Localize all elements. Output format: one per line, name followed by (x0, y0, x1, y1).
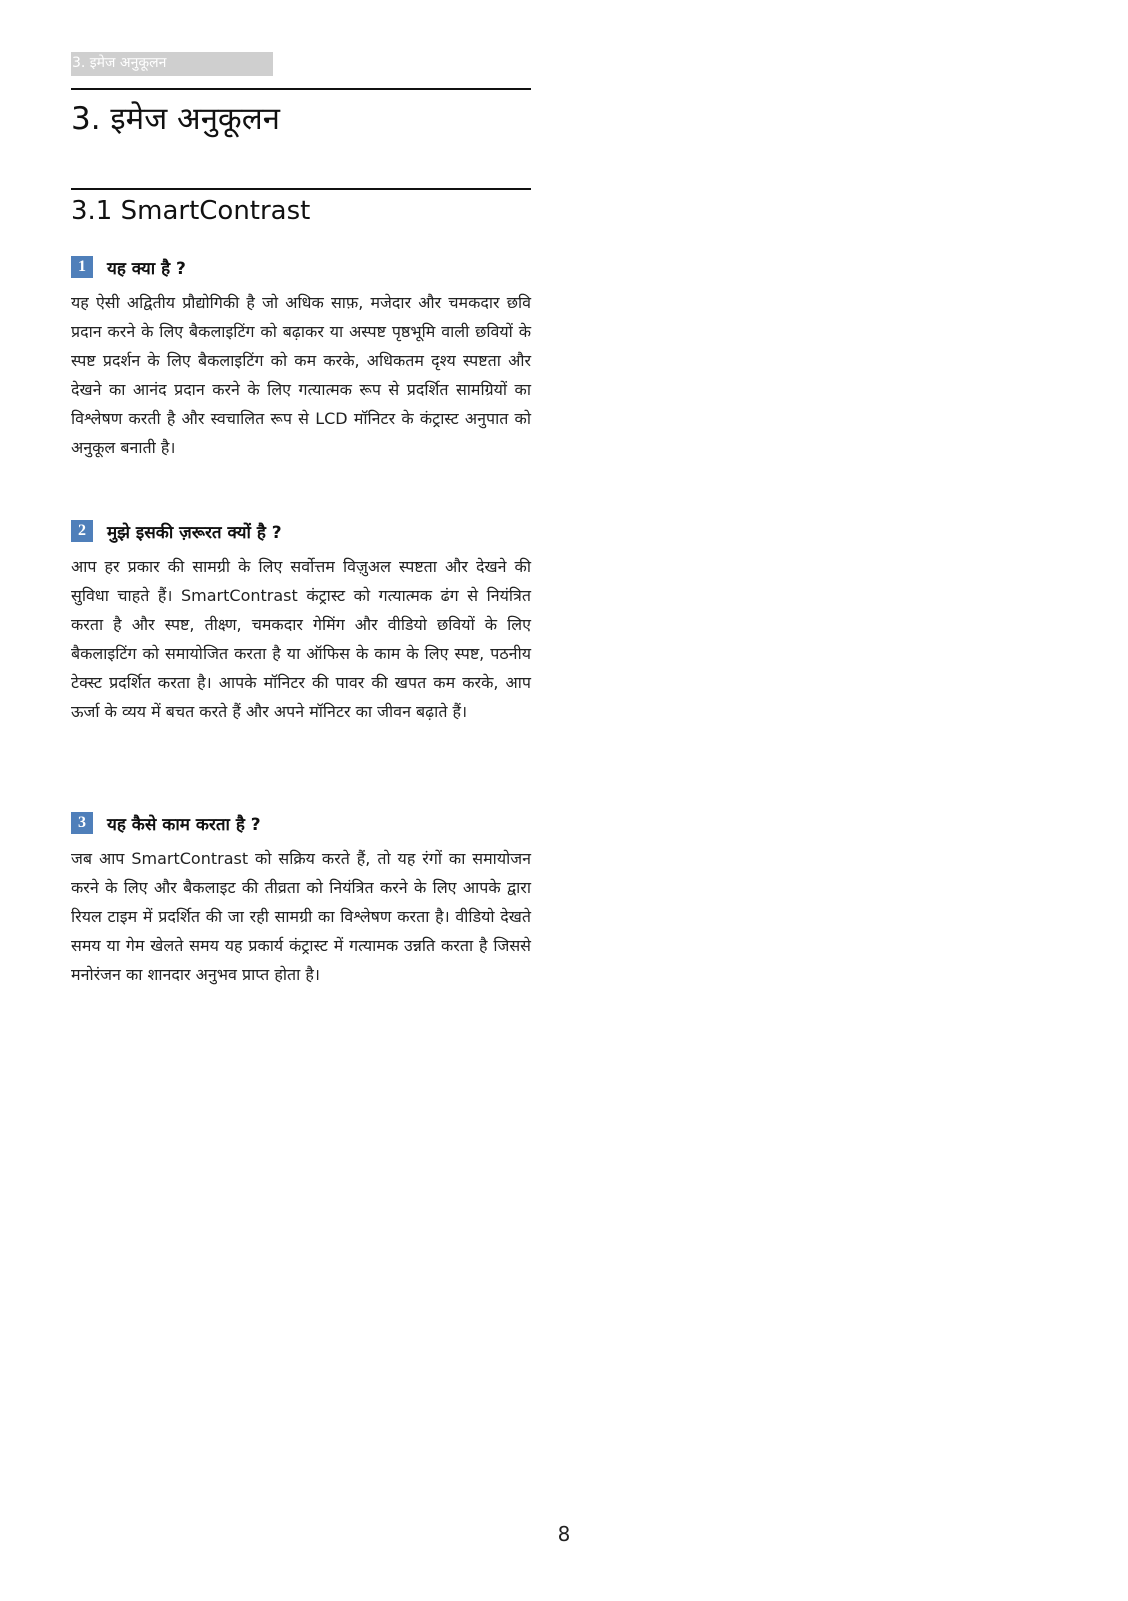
section-number-badge: 1 (71, 256, 93, 278)
chapter-rule (71, 88, 531, 90)
subsection-body: जब आप SmartContrast को सक्रिय करते हैं, तो यह रंगों का समायोजन करने के लिए और बैकलाइट की तीव्रता को नियंत्रित करने के लिए आपके द्वारा रियल टाइम में प्रदर्शित की जा रही सामग्री का विश्लेषण करता है। वीडियो देखते समय या गेम खेलते समय यह प्रकार्य कंट्रास्ट में गत्यामक उन्नति करता है जिससे मनोरंजन का शानदार अनुभव प्राप्त होता है। (71, 849, 531, 984)
section-number-badge: 3 (71, 812, 93, 834)
section-why-need-it (71, 518, 531, 726)
subsection-heading (71, 254, 531, 280)
chapter-title: 3. इमेज अनुकूलन (71, 101, 280, 137)
section-title: 3.1 SmartContrast (71, 196, 311, 226)
subsection-title: मुझे इसकी ज़रूरत क्यों है ? (107, 522, 282, 543)
page-number: 8 (557, 1522, 571, 1546)
subsection-heading (71, 810, 531, 836)
running-header: 3. इमेज अनुकूलन (71, 52, 273, 76)
subsection-heading (71, 518, 531, 544)
section-how-it-works (71, 810, 531, 989)
subsection-body: यह ऐसी अद्वितीय प्रौद्योगिकी है जो अधिक साफ़, मजेदार और चमकदार छवि प्रदान करने के लिए बैकलाइटिंग को बढ़ाकर या अस्पष्ट पृष्ठभूमि वाली छवियों के स्पष्ट प्रदर्शन के लिए बैकलाइटिंग को कम करके, अधिकतम दृश्य स्पष्टता और देखने का आनंद प्रदान करने के लिए गत्यात्मक रूप से प्रदर्शित सामग्रियों का विश्लेषण करती है और स्वचालित रूप से LCD मॉनिटर के कंट्रास्ट अनुपात को अनुकूल बनाती है। (71, 293, 531, 457)
subsection-body: आप हर प्रकार की सामग्री के लिए सर्वोत्तम विज़ुअल स्पष्टता और देखने की सुविधा चाहते हैं। SmartContrast कंट्रास्ट को गत्यात्मक ढंग से नियंत्रित करता है और स्पष्ट, तीक्ष्ण, चमकदार गेमिंग और वीडियो छवियों के लिए बैकलाइटिंग को समायोजित करता है या ऑफिस के काम के लिए स्पष्ट, पठनीय टेक्स्ट प्रदर्शित करता है। आपके मॉनिटर की पावर की खपत कम करके, आप ऊर्जा के व्यय में बचत करते हैं और अपने मॉनिटर का जीवन बढ़ाते हैं। (71, 557, 531, 721)
section-what-is-it (71, 254, 531, 462)
subsection-title: यह क्या है ? (107, 258, 186, 279)
section-number-badge: 2 (71, 520, 93, 542)
subsection-title: यह कैसे काम करता है ? (107, 814, 261, 835)
